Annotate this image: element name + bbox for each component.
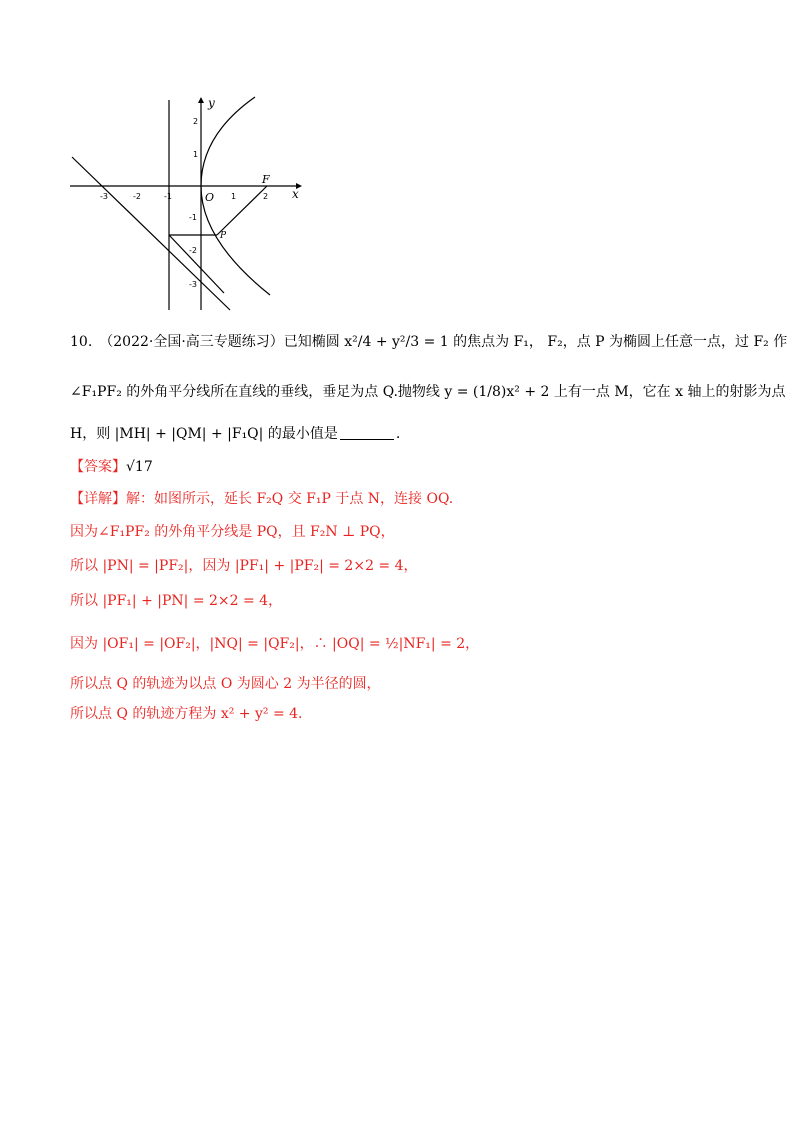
solution-label: 【详解】 <box>70 491 126 507</box>
answer-blank <box>340 425 394 440</box>
problem-line-3-text: H，则 |MH| + |QM| + |F₁Q| 的最小值是 <box>70 426 338 442</box>
solution-line-5: 因为 |OF₁| = |OF₂|，|NQ| = |QF₂|，∴ |OQ| = ½|NF₁| = 2， <box>70 636 480 652</box>
solution-line-6: 所以点 Q 的轨迹为以点 O 为圆心 2 为半径的圆， <box>70 676 381 692</box>
y-tick-label: -1 <box>189 213 197 222</box>
solution-line-3: 所以 |PN| = |PF₂|，因为 |PF₁| + |PF₂| = 2×2 = 4， <box>70 558 418 574</box>
answer-value: √17 <box>126 459 153 475</box>
solution-line-7: 所以点 Q 的轨迹方程为 x² + y² = 4. <box>70 706 303 722</box>
x-tick-label: -2 <box>133 192 141 201</box>
problem-line-3-end: . <box>395 426 401 442</box>
solution-line-1 <box>70 489 453 509</box>
y-tick-label: 2 <box>193 117 199 126</box>
y-tick-label: -2 <box>189 246 197 255</box>
point-F-label: F <box>262 173 270 186</box>
y-tick-label: -3 <box>189 280 197 289</box>
solution-text: 解：如图所示，延长 F₂Q 交 F₁P 于点 N，连接 OQ. <box>126 491 454 507</box>
solution-line-4: 所以 |PF₁| + |PN| = 2×2 = 4， <box>70 593 283 609</box>
problem-line-3 <box>70 424 400 444</box>
point-P-label: P <box>220 231 227 241</box>
y-axis-arrow <box>198 97 204 103</box>
y-axis-label: y <box>208 96 215 110</box>
x-tick-label: 2 <box>263 192 269 201</box>
problem-line-2: ∠F₁PF₂ 的外角平分线所在直线的垂线，垂足为点 Q.抛物线 y = (1/8)x² + 2 上有一点 M，它在 x 轴上的射影为点 <box>70 384 786 400</box>
origin-label: O <box>205 191 215 204</box>
answer-label: 【答案】 <box>70 459 126 475</box>
x-tick-label: -1 <box>164 192 172 201</box>
segment-FP <box>217 186 267 235</box>
x-axis-label: x <box>292 187 299 201</box>
parabola-figure <box>70 95 310 315</box>
problem-line-1: 10. （2022·全国·高三专题练习）已知椭圆 x²/4 + y²/3 = 1 的焦点为 F₁， F₂，点 P 为椭圆上任意一点，过 F₂ 作 <box>70 334 788 350</box>
diagonal-line-left <box>72 157 230 310</box>
solution-line-2: 因为∠F₁PF₂ 的外角平分线是 PQ，且 F₂N ⊥ PQ， <box>70 524 395 540</box>
x-tick-label: -3 <box>100 192 108 201</box>
x-tick-label: 1 <box>231 192 237 201</box>
answer-line <box>70 457 153 477</box>
y-tick-label: 1 <box>193 150 199 159</box>
